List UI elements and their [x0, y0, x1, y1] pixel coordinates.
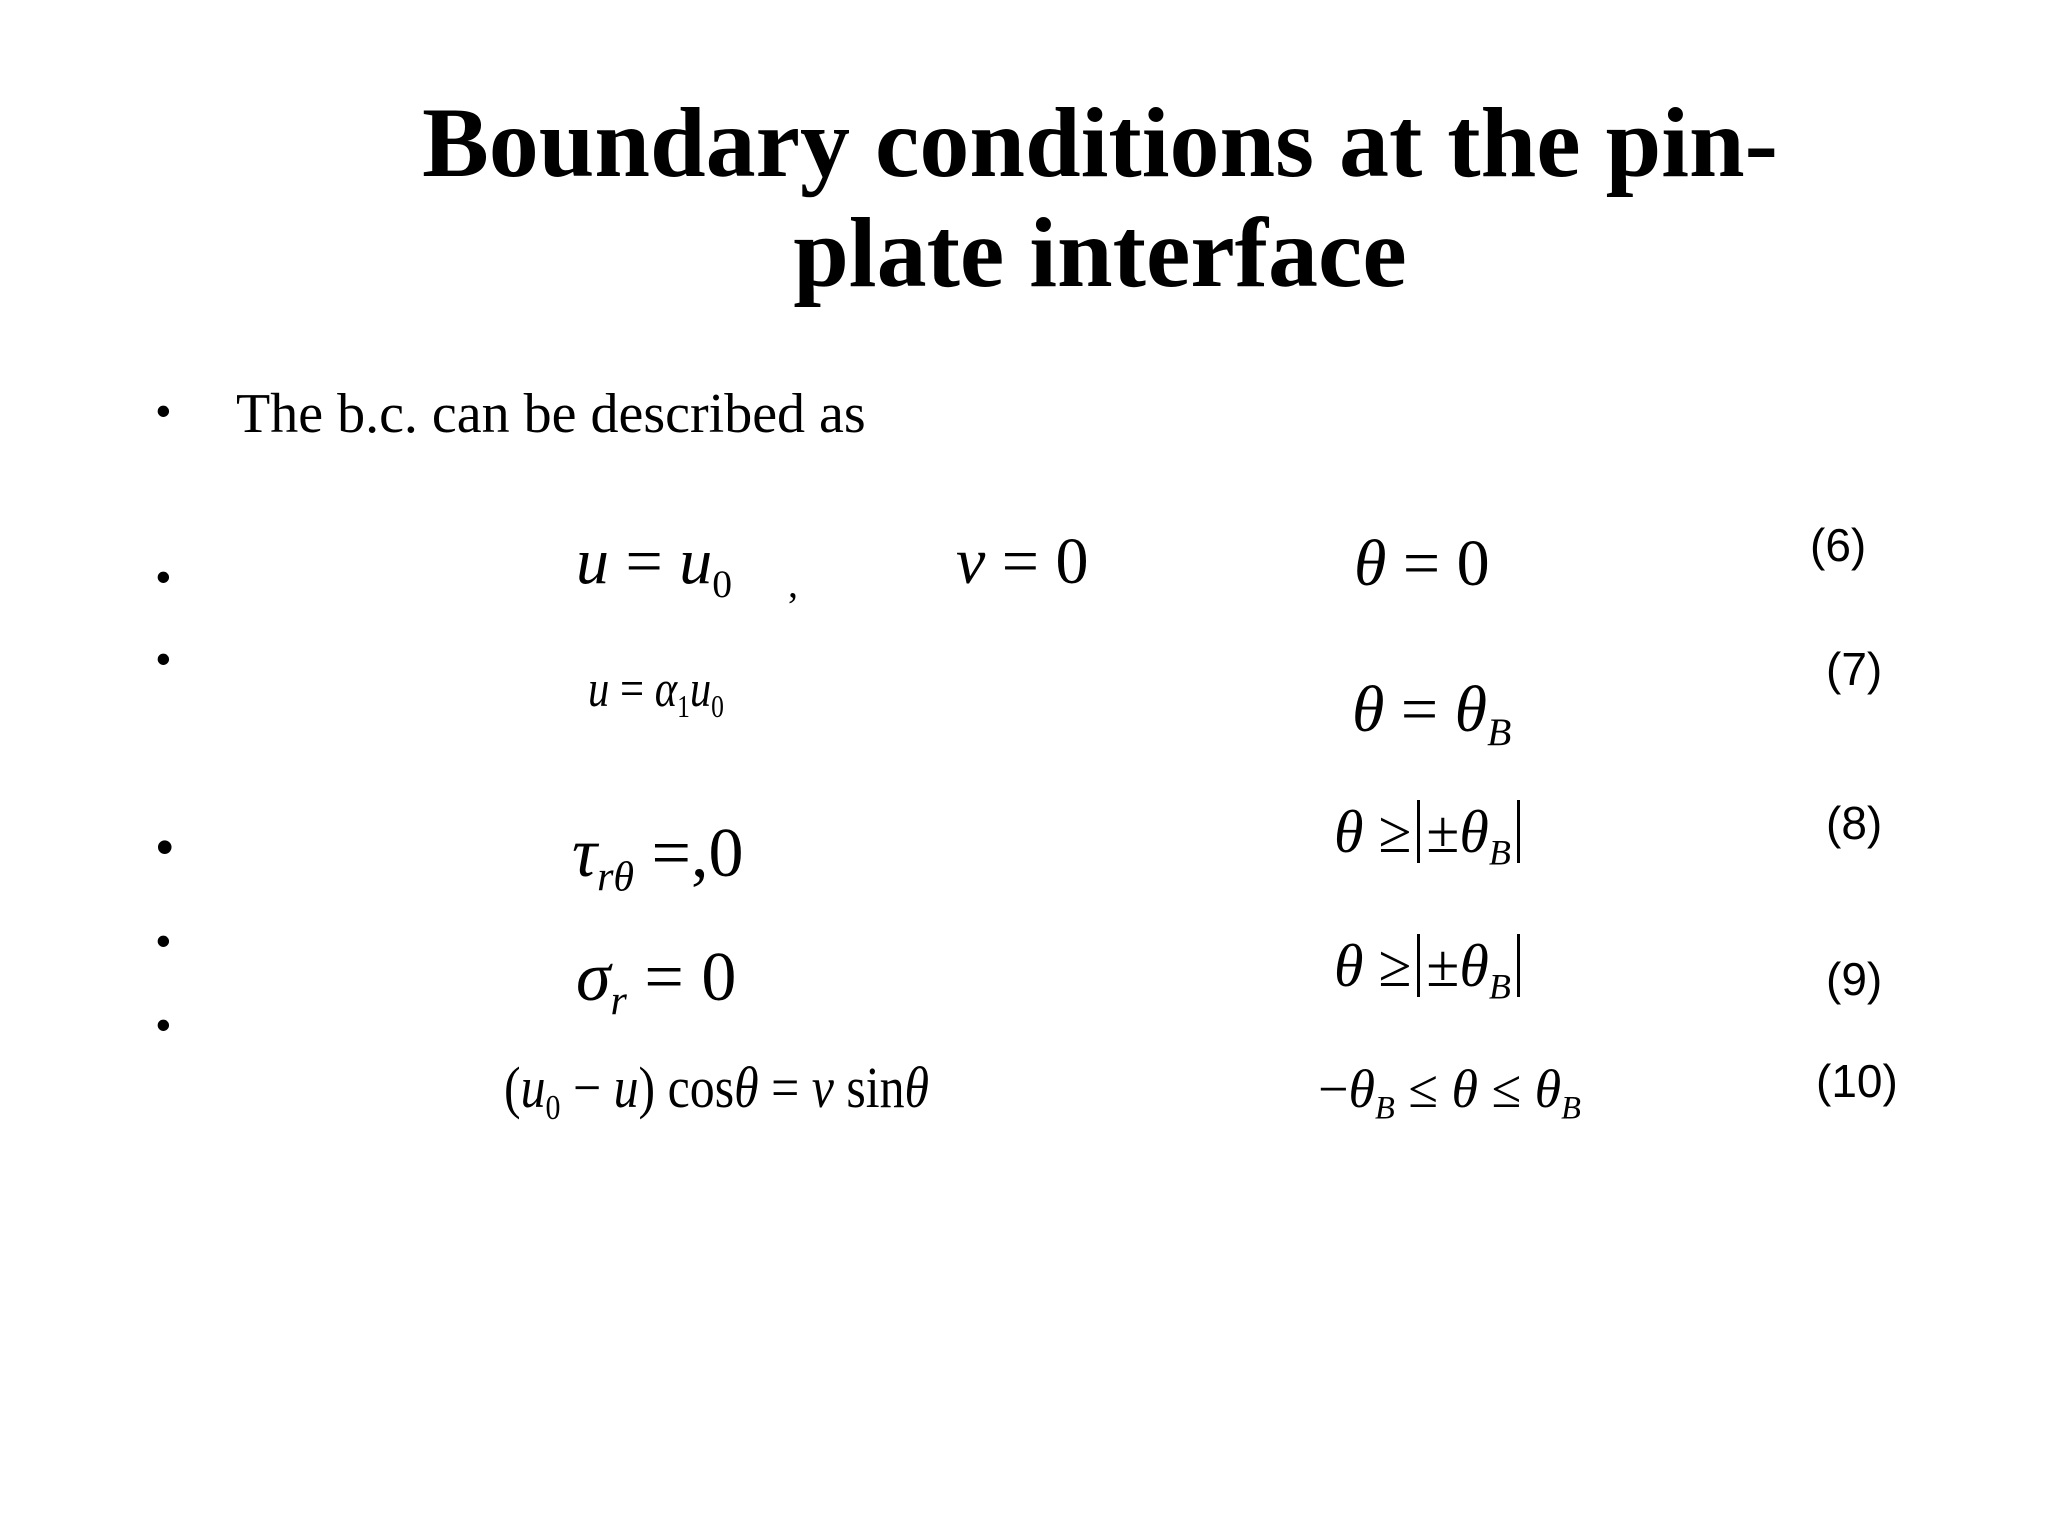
title-line-2: plate interface	[793, 197, 1407, 308]
title-line-1: Boundary conditions at the pin-	[422, 87, 1778, 198]
equation-8-theta: $\theta \ge \pm\theta_B$	[1334, 798, 1526, 867]
equation-number-8: (8)	[1826, 797, 1883, 849]
equation-9-sigma: $\sigma_r = 0$	[576, 939, 737, 1025]
equation-10-relation: $(u_0 - u) \cos\theta = v$ sinθ	[504, 1055, 930, 1128]
equation-number-6: (6)	[1810, 519, 1867, 571]
intro-text: The b.c. can be described as	[236, 383, 866, 445]
bullet: •	[156, 387, 171, 434]
equation-6-theta: θ = 0	[1354, 527, 1490, 600]
equation-7-theta: $\theta = \theta_B$	[1352, 673, 1512, 754]
equation-number-10: (10)	[1816, 1055, 1898, 1107]
bullet: •	[156, 917, 171, 964]
equation-6-comma: ,	[788, 561, 798, 606]
equation-number-9: (9)	[1826, 953, 1883, 1005]
equation-7-u: $u = \alpha_1u_0$	[588, 661, 724, 724]
bullet: •	[156, 1001, 171, 1048]
equation-6-v: v = 0	[956, 525, 1089, 598]
bullet: •	[156, 635, 171, 682]
slide-title	[300, 88, 1900, 308]
equation-9-theta: $\theta \ge \pm\theta_B$	[1334, 932, 1526, 1001]
equation-6-u: $u = u_0$	[576, 525, 733, 606]
equation-number-7: (7)	[1826, 643, 1883, 695]
bullet: •	[156, 553, 171, 600]
equation-8-tau: $\tau_{r\theta} =,0$	[572, 815, 744, 901]
bullet: •	[156, 819, 174, 875]
equation-10-range: $-\theta_B \le \theta \le \theta_B$	[1318, 1059, 1581, 1127]
